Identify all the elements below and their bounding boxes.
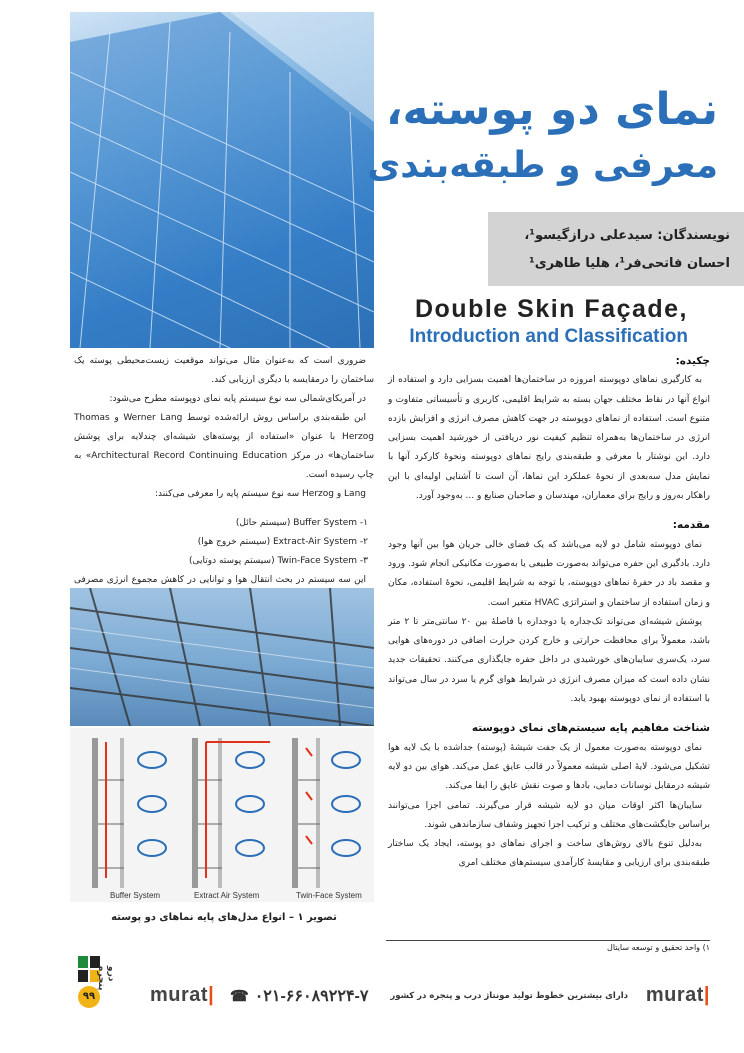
- murat-logo-text: murat: [645, 984, 704, 1006]
- intro-paragraph-2: پوشش شیشه‌ای می‌تواند تک‌جداره یا دوجداره با فاصلۀ بین ۲۰ سانتی‌متر تا ۲ متر باشد، معمولاً برای محافظت حرارتی و خارج کردن حرارت اضافی در دوره‌های هوایی سرد، یک‌سری سایبان‌های خورشیدی در داخل حفره جایگذاری می‌کنند. تحقیقات جدید نشان داده است که میزان مصرف انرژی در شرایط هوای گرم یا سرد در سال می‌تواند با استفاده از نمای دوپوسته بهبود یابد.: [388, 616, 710, 705]
- abstract-heading: چکیده:: [675, 355, 710, 367]
- phone-number-text: ۰۲۱-۶۶۰۸۹۲۲۴-۷: [254, 988, 369, 1005]
- facade-photo-top: [70, 12, 374, 348]
- facade-photo-art: [70, 12, 374, 348]
- left-paragraph-4: Lang و Herzog سه نوع سیستم پایه را معرفی می‌کنند:: [154, 489, 366, 499]
- facade-systems-diagram: [70, 728, 374, 902]
- facade-photo-mid: [70, 588, 374, 726]
- left-paragraph-2: در آمریکای‌شمالی سه نوع سیستم پایه نمای دوپوسته مطرح می‌شود:: [109, 394, 366, 404]
- left-paragraph-1: ضروری است که به‌عنوان مثال می‌تواند موقعیت زیست‌محیطی پوسته یک ساختمان را درمقایسه با دیگری ارزیابی کند.: [74, 356, 374, 385]
- concepts-heading: شناخت مفاهیم پایه سیستم‌های نمای دوپوسته: [471, 722, 710, 735]
- authors-line-2: احسان فاتحی‌فر¹، هلیا طاهری¹: [529, 256, 730, 271]
- extract-air-system-diagram: [192, 738, 270, 888]
- english-title: Double Skin Façade,: [414, 295, 688, 323]
- page-footer: [70, 980, 710, 1012]
- footer-tagline: دارای بیشترین خطوط تولید مونتاژ درب و پنجره در کشور: [390, 991, 628, 1001]
- authors-box: [488, 212, 744, 286]
- phone-number: [230, 986, 368, 1006]
- page-number-badge: ۹۹: [78, 986, 100, 1008]
- system-list-item: ۲- Extract-Air System (سیستم خروج هوا): [197, 537, 368, 547]
- murat-logo-right: [646, 984, 710, 1007]
- diagram-label-buffer: Buffer System: [110, 891, 161, 900]
- authors-line-1: نویسندگان: سیدعلی درازگیسو¹،: [524, 228, 730, 243]
- diagram-label-extract-air: Extract Air System: [194, 891, 260, 900]
- figure-caption: تصویر ۱ – انواع مدل‌های پایه نماهای دو پوسته: [111, 912, 337, 923]
- twin-face-system-diagram: [292, 738, 360, 888]
- left-paragraph-3: این طبقه‌بندی براساس روش ارائه‌شده توسط Werner Lang و Thomas Herzog با عنوان «استفاده از پوسته‌های شیشه‌ای چندلایه برای پوشش ساختمان‌ها» در مرکز Architectural Record Continuing Education» به چاپ رسیده است.: [74, 413, 375, 480]
- left-paragraph-5: این سه سیستم در بحث انتقال هوا و توانایی در کاهش مجموع انرژی مصرفی: [74, 575, 366, 585]
- right-column: [388, 352, 710, 874]
- intro-heading: مقدمه:: [672, 519, 710, 532]
- english-subtitle: Introduction and Classification: [409, 326, 688, 347]
- buffer-system-diagram: [92, 738, 166, 888]
- logo-accent-bar: |: [703, 984, 710, 1006]
- concepts-paragraph-2: سایبان‌ها اکثر اوقات میان دو لایه شیشه قرار می‌گیرند. تمامی اجزا می‌توانند براساس جایگشت‌های مختلف و ترکیب اجزا تجهیز وشفاف سازماندهی شوند.: [388, 800, 710, 830]
- structure-photo-art: [70, 588, 374, 726]
- murat-logo-text: murat: [150, 984, 209, 1006]
- footnote-divider: [386, 940, 710, 941]
- diagram-art: [70, 728, 374, 902]
- phone-icon: ☎: [230, 988, 249, 1005]
- murat-logo-left: [150, 984, 214, 1007]
- system-list-item: ۳- Twin-Face System (سیستم پوسته دوتایی): [189, 556, 368, 566]
- concepts-paragraph-1: نمای دوپوسته به‌صورت معمول از یک جفت شیشۀ (پوسته) جداشده با یک لایه هوا تشکیل می‌شود. لایۀ اصلی شیشه معمولاً در قالب عایق عمل می‌کند. هوای بین دو لایه شیشه درمقابل نوسانات دمایی، بادها و صوت نقش عایق را ایفا می‌کند.: [388, 742, 710, 792]
- logo-accent-bar: |: [208, 984, 215, 1006]
- abstract-text: به کارگیری نماهای دوپوسته امروزه در ساختمان‌ها اهمیت بسزایی دارد و استفاده از انواع آنها در نقاط مختلف جهان بسته به شرایط اقلیمی، کاربری و تأسیساتی متفاوت و متنوع است. استفاده از نماهای دوپوسته در جهت کاهش مصرف انرژی و افزایش بازده انرژی در ساختمان‌ها به‌همراه تنظیم کیفیت نور دریافتی از خورشید اهمیت بسزایی دارد. این نوشتار با معرفی و طبقه‌بندی رایج نماهای دوپوسته ونحوۀ کارکرد آنها با نمایش مدل سه‌بعدی از نحوۀ عملکرد این نماها، آن است تا آشنایی اولیه‌ای با این راهکار به‌روز و رایج برای معماران، مهندسان و صاحبان صنایع و ... به‌وجود آورد.: [388, 375, 710, 502]
- diagram-label-twin-face: Twin-Face System: [296, 891, 362, 900]
- system-list-item: ۱- Buffer System (سیستم حائل): [235, 518, 368, 528]
- concepts-paragraph-3: به‌دلیل تنوع بالای روش‌های ساخت و اجرای نماهای دو پوسته، ایجاد یک ساختار طبقه‌بندی برای ارزیابی و مقایسۀ کارآمدی سیستم‌های مختلف امری: [388, 839, 710, 869]
- intro-paragraph-1: نمای دوپوسته شامل دو لایه می‌باشد که یک فضای خالی جریان هوا بین آنها وجود دارد. بادگیری این حفره می‌تواند به‌صورت طبیعی یا به‌صورت مکانیکی انجام شود. ورود و مقصد باد در حفرۀ نماهای دوپوسته، با توجه به شرایط اقلیمی، نحوۀ استفاده، مکان و زمان استفاده از ساختمان و استراتژی HVAC متغیر است.: [388, 539, 710, 608]
- page-subtitle: معرفی و طبقه‌بندی: [367, 145, 718, 186]
- magazine-name: درو پنجره: [96, 966, 116, 991]
- page-title: نمای دو پوسته،: [385, 84, 718, 135]
- left-column: [74, 352, 374, 609]
- footnote: ۱) واحد تحقیق و توسعه سایتال: [607, 943, 710, 952]
